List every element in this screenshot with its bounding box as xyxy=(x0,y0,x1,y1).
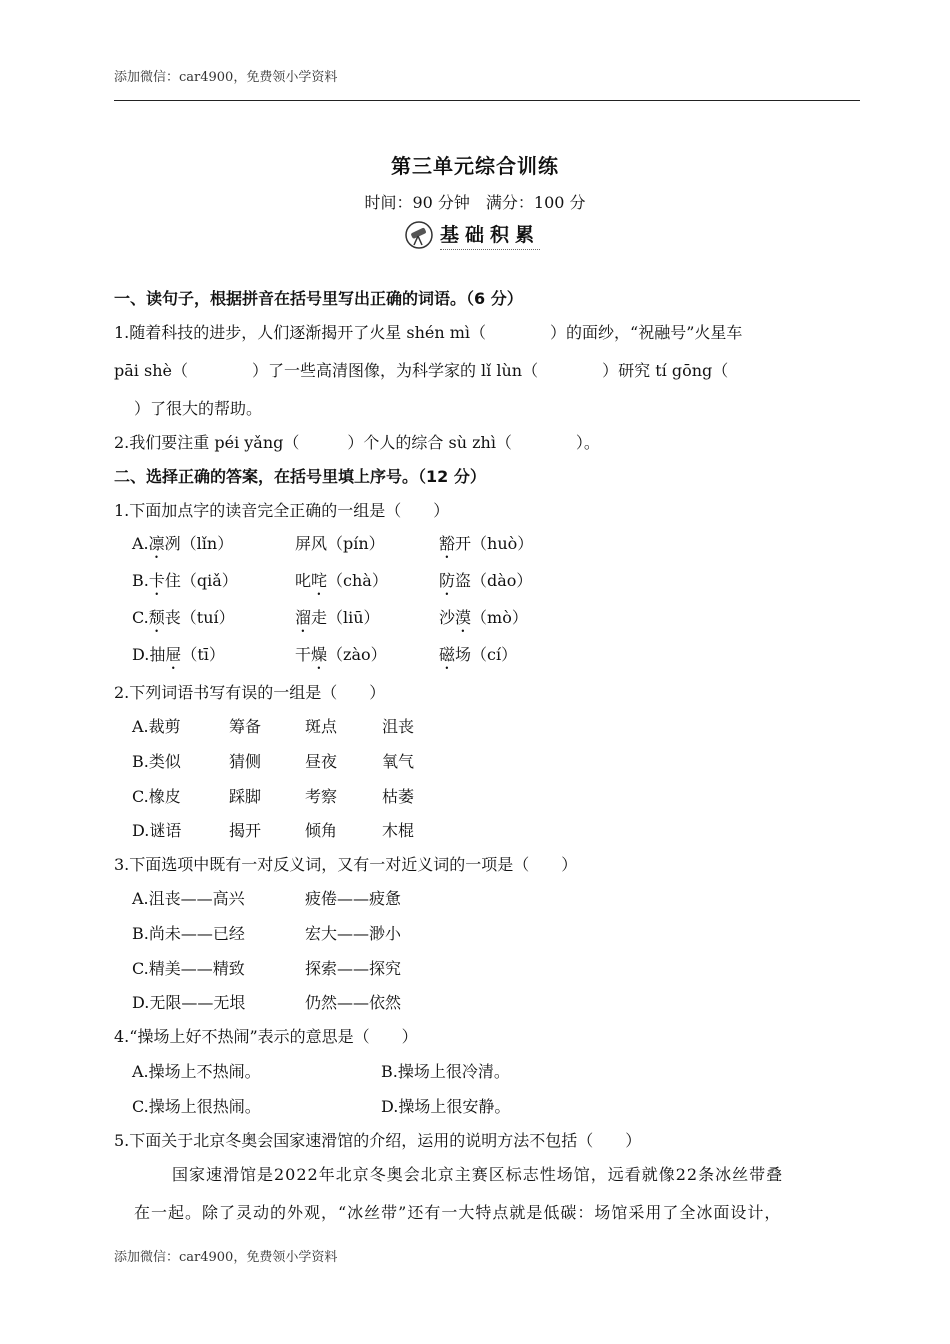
page-header: 添加微信：car4900，免费领小学资料 xyxy=(114,70,338,85)
option-text: 干 xyxy=(295,645,312,664)
option-text: （zào） xyxy=(327,645,387,664)
dotted-character: 磁 xyxy=(439,645,456,664)
s1-q1-line1: 1.随着科技的进步，人们逐渐揭开了火星 shén mì（ ）的面纱，“祝融号”火星车 xyxy=(114,323,743,342)
q1-option xyxy=(439,642,517,673)
q4-stem: 4.“操场上好不热闹”表示的意思是（ ） xyxy=(114,1027,418,1046)
q4-option: A.操场上不热闹。 xyxy=(132,1062,261,1081)
q2-option: 昼夜 xyxy=(305,752,338,771)
dotted-character: 漠 xyxy=(455,608,472,627)
q4-option: D.操场上很安静。 xyxy=(381,1097,511,1116)
option-text: 屏风（pín） xyxy=(295,534,385,553)
q1-option xyxy=(295,568,388,599)
dotted-character: 屉 xyxy=(165,645,182,664)
q3-option: 宏大——渺小 xyxy=(305,924,402,943)
q5-stem: 5.下面关于北京冬奥会国家速滑馆的介绍，运用的说明方法不包括（ ） xyxy=(114,1131,642,1150)
q4-option: B.操场上很冷清。 xyxy=(381,1062,510,1081)
q1-stem: 1.下面加点字的读音完全正确的一组是（ ） xyxy=(114,501,450,520)
option-text: 场（cí） xyxy=(455,645,518,664)
option-text: （mò） xyxy=(471,608,528,627)
q2-option: D.谜语 xyxy=(132,821,182,840)
dotted-character: 豁 xyxy=(439,534,456,553)
q2-option: 斑点 xyxy=(305,717,338,736)
option-text: C. xyxy=(132,608,149,627)
option-text: 开（huò） xyxy=(455,534,534,553)
q3-stem: 3.下面选项中既有一对反义词，又有一对近义词的一项是（ ） xyxy=(114,855,578,874)
option-text: 叱 xyxy=(295,571,312,590)
q1-option xyxy=(439,605,528,636)
q3-option: B.尚未——已经 xyxy=(132,924,245,943)
telescope-icon xyxy=(404,220,434,250)
q2-option: 踩脚 xyxy=(229,787,262,806)
q1-option xyxy=(439,568,532,599)
q1-option xyxy=(295,642,387,673)
dotted-character: 凛 xyxy=(148,534,165,553)
q5-passage-line2: 在一起。除了灵动的外观，“冰丝带”还有一大特点就是低碳：场馆采用了全冰面设计， xyxy=(134,1203,782,1222)
q4-option: C.操场上很热闹。 xyxy=(132,1097,261,1116)
q2-option: B.类似 xyxy=(132,752,181,771)
option-text: 住（qiǎ） xyxy=(164,571,238,590)
s1-q2-line: 2.我们要注重 péi yǎng（ ）个人的综合 sù zhì（ ）。 xyxy=(114,433,600,452)
q2-option: A.裁剪 xyxy=(132,717,181,736)
dotted-character: 燥 xyxy=(311,645,328,664)
s1-q1-line2: pāi shè（ ）了一些高清图像，为科学家的 lǐ lùn（ ）研究 tí gōng（ xyxy=(114,361,729,380)
banner-text: 基础积累 xyxy=(440,220,540,250)
page-footer: 添加微信：car4900，免费领小学资料 xyxy=(114,1250,338,1265)
option-text: 冽（lǐn） xyxy=(164,534,234,553)
q1-option xyxy=(439,531,533,562)
option-text: 盗（dào） xyxy=(455,571,533,590)
option-text: 走（liū） xyxy=(311,608,380,627)
q2-option: 氧气 xyxy=(382,752,415,771)
q1-option xyxy=(132,605,235,636)
header-rule xyxy=(114,100,860,101)
q1-option xyxy=(132,568,238,599)
q1-option xyxy=(132,531,233,562)
q2-option: 揭开 xyxy=(229,821,262,840)
option-text: 沙 xyxy=(439,608,456,627)
q1-option xyxy=(295,605,380,636)
option-text: 丧（tuí） xyxy=(164,608,235,627)
q2-option: 考察 xyxy=(305,787,338,806)
option-text: （tī） xyxy=(181,645,225,664)
dotted-character: 颓 xyxy=(148,608,165,627)
q2-stem: 2.下列词语书写有误的一组是（ ） xyxy=(114,683,386,702)
dotted-character: 防 xyxy=(439,571,456,590)
q2-option: 木棍 xyxy=(382,821,415,840)
exam-meta: 时间：90 分钟 满分：100 分 xyxy=(364,193,586,212)
q2-option: C.橡皮 xyxy=(132,787,181,806)
q1-option xyxy=(295,531,385,562)
dotted-character: 溜 xyxy=(295,608,312,627)
option-text: （chà） xyxy=(327,571,388,590)
q3-option: 探索——探究 xyxy=(305,959,402,978)
q5-passage-line1: 国家速滑馆是2022年北京冬奥会北京主赛区标志性场馆，远看就像22条冰丝带叠 xyxy=(172,1165,784,1184)
section2-heading: 二、选择正确的答案，在括号里填上序号。（12 分） xyxy=(114,467,486,486)
section1-heading: 一、读句子，根据拼音在括号里写出正确的词语。（6 分） xyxy=(114,289,523,308)
s1-q1-line3: ）了很大的帮助。 xyxy=(134,399,263,418)
option-text: A. xyxy=(132,534,149,553)
q2-option: 倾角 xyxy=(305,821,338,840)
q2-option: 猜侧 xyxy=(229,752,262,771)
q3-option: A.沮丧——高兴 xyxy=(132,889,245,908)
page-title: 第三单元综合训练 xyxy=(391,154,559,178)
q3-option: 仍然——依然 xyxy=(305,993,402,1012)
option-text: B. xyxy=(132,571,149,590)
dotted-character: 咤 xyxy=(311,571,328,590)
q2-option: 筹备 xyxy=(229,717,262,736)
q3-option: 疲倦——疲惫 xyxy=(305,889,402,908)
q2-option: 沮丧 xyxy=(382,717,415,736)
q2-option: 枯萎 xyxy=(382,787,415,806)
q3-option: D.无限——无垠 xyxy=(132,993,246,1012)
dotted-character: 卡 xyxy=(148,571,165,590)
q3-option: C.精美——精致 xyxy=(132,959,245,978)
section-banner xyxy=(404,220,540,250)
option-text: D.抽 xyxy=(132,645,166,664)
q1-option xyxy=(132,642,225,673)
